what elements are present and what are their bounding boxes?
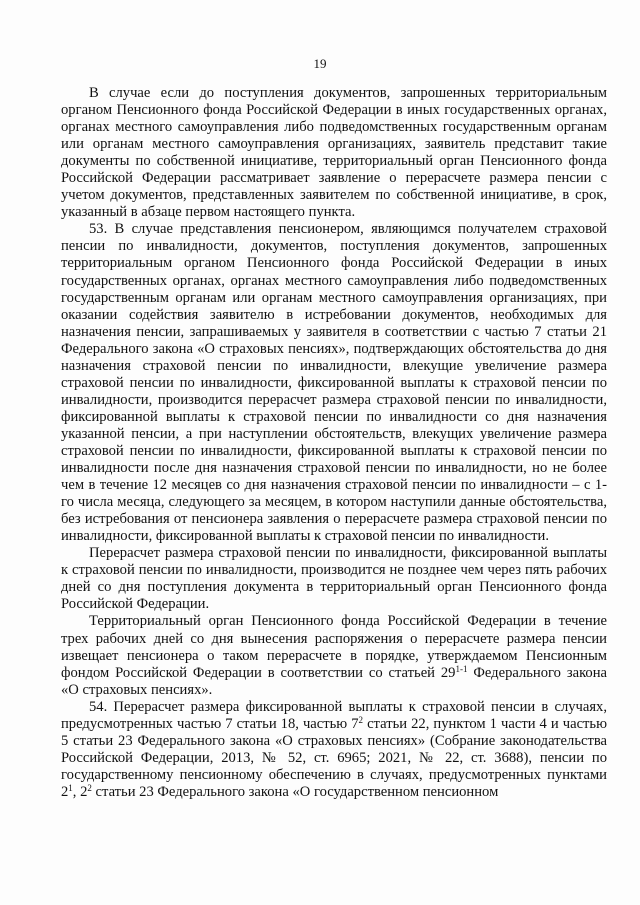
paragraph: Перерасчет размера страховой пенсии по инвалидности, фиксированной выплаты к страховой пенсии по инвалидности, производится не позднее чем через пять рабочих дней со дня поступления документа в территориальный орган Пенсионного фонда Российской Федерации.: [61, 545, 607, 613]
paragraph: [61, 699, 607, 801]
text-run: Территориальный орган Пенсионного фонда Российской Федерации в течение трех рабочих дней со дня вынесения распоряжения о перерасчете размера пенсии извещает пенсионера о таком перерасчете в порядке, утверждаемом Пенсионным фондом Российской Федерации в соответствии со статьей 29: [61, 613, 607, 681]
text-run: статьи 22, пунктом 1 части 4 и частью 5 статьи 23 Федерального закона «О страховых пенсиях» (Собрание законодательства Российской Федерации, 2013, № 52, ст. 6965; 2021, № 22, ст. 3688), пенсии по государственному пенсионному обеспечению в случаях, предусмотренных пунктами 2: [61, 715, 607, 800]
document-body: [61, 85, 607, 801]
page-number: 19: [313, 56, 327, 71]
superscript: 1: [68, 782, 73, 793]
superscript: 1-1: [455, 663, 468, 674]
superscript: 2: [358, 714, 364, 725]
text-run: , 2: [72, 783, 88, 800]
paragraph: 53. В случае представления пенсионером, являющимся получателем страховой пенсии по инвалидности, документов, поступления документов, запрошенных территориальным органом Пенсионного фонда Российской Федерации в иных государственных органах, органах местного самоуправления либо подведомственных государственным органам или органам местного самоуправления организациях, при оказании содействия заявителю в истребовании документов, необходимых для назначения пенсии, запрашиваемых у заявителя в соответствии с частью 7 статьи 21 Федерального закона «О страховых пенсиях», подтверждающих обстоятельства до дня назначения страховой пенсии по инвалидности, влекущие увеличение размера страховой пенсии по инвалидности, фиксированной выплаты к страховой пенсии по инвалидности, производится перерасчет размера страховой пенсии по инвалидности, фиксированной выплаты к страховой пенсии по инвалидности со дня назначения указанной пенсии, а при наступлении обстоятельств, влекущих увеличение размера страховой пенсии по инвалидности, фиксированной выплаты к страховой пенсии по инвалидности после дня назначения страховой пенсии по инвалидности, но не более чем в течение 12 месяцев со дня назначения страховой пенсии по инвалидности – с 1-го числа месяца, следующего за месяцем, в котором наступили данные обстоятельства, без истребования от пенсионера заявления о перерасчете размера страховой пенсии по инвалидности, фиксированной выплаты к страховой пенсии по инвалидности.: [61, 221, 607, 545]
text-run: Федерального закона «О страховых пенсиях».: [61, 664, 608, 698]
paragraph: В случае если до поступления документов, запрошенных территориальным органом Пенсионного фонда Российской Федерации в иных государственных органах, органах местного самоуправления либо подведомственных государственным органам или органам местного самоуправления организациях, заявитель представит такие документы по собственной инициативе, территориальный орган Пенсионного фонда Российской Федерации рассматривает заявление о перерасчете размера пенсии с учетом документов, представленных заявителем по собственной инициативе, в срок, указанный в абзаце первом настоящего пункта.: [61, 85, 607, 221]
paragraph: [61, 613, 607, 698]
text-run: 54. Перерасчет размера фиксированной выплаты к страховой пенсии в случаях, предусмотренных частью 7 статьи 18, частью 7: [61, 698, 607, 732]
text-run: статьи 23 Федерального закона «О государственном пенсионном: [91, 783, 499, 800]
superscript: 2: [87, 782, 92, 793]
